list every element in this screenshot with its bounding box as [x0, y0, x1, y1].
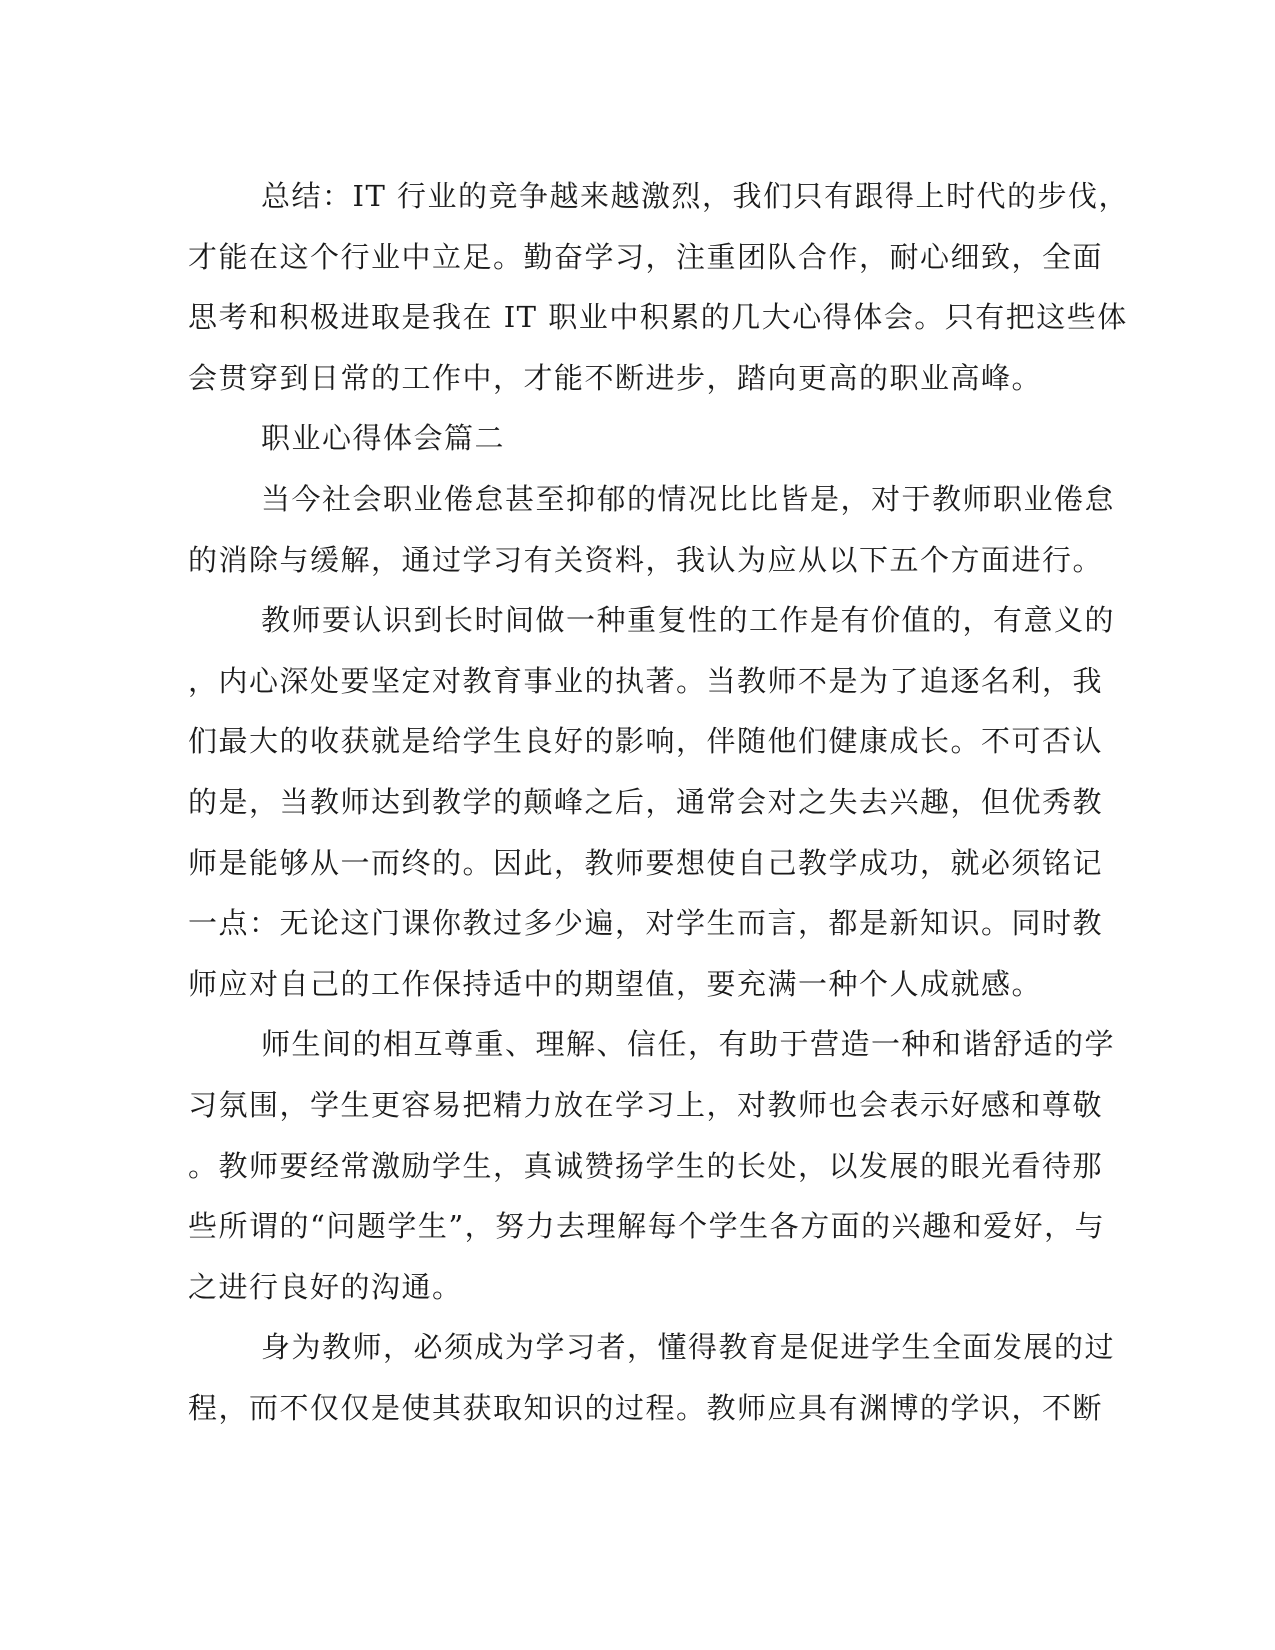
text-line: 师是能够从一而终的。因此，教师要想使自己教学成功，就必须铭记 — [188, 845, 1104, 880]
text-line: 身为教师，必须成为学习者，懂得教育是促进学生全面发展的过 — [261, 1330, 1116, 1365]
text-line: 习氛围，学生更容易把精力放在学习上，对教师也会表示好感和尊敬 — [188, 1087, 1104, 1122]
text-line: 当今社会职业倦怠甚至抑郁的情况比比皆是，对于教师职业倦怠 — [261, 481, 1116, 516]
text-line: 师应对自己的工作保持适中的期望值，要充满一种个人成就感。 — [188, 966, 1043, 1001]
text-line: 的消除与缓解，通过学习有关资料，我认为应从以下五个方面进行。 — [188, 542, 1104, 577]
text-line: 。教师要经常激励学生，真诚赞扬学生的长处，以发展的眼光看待那 — [188, 1148, 1104, 1183]
text-line: 程，而不仅仅是使其获取知识的过程。教师应具有渊博的学识，不断 — [188, 1390, 1104, 1425]
section-heading: 职业心得体会篇二 — [261, 421, 506, 456]
text-line: 之进行良好的沟通。 — [188, 1269, 463, 1304]
text-line: 会贯穿到日常的工作中，才能不断进步，踏向更高的职业高峰。 — [188, 360, 1043, 395]
text-line: 的是，当教师达到教学的颠峰之后，通常会对之失去兴趣，但优秀教 — [188, 784, 1104, 819]
text-line: 总结：IT 行业的竞争越来越激烈，我们只有跟得上时代的步伐， — [261, 179, 1130, 213]
text-line: 一点：无论这门课你教过多少遍，对学生而言，都是新知识。同时教 — [188, 906, 1104, 941]
text-line: 们最大的收获就是给学生良好的影响，伴随他们健康成长。不可否认 — [188, 724, 1104, 759]
text-line: 师生间的相互尊重、理解、信任，有助于营造一种和谐舒适的学 — [261, 1027, 1116, 1062]
body-text — [188, 166, 1130, 1438]
text-line: ，内心深处要坚定对教育事业的执著。当教师不是为了追逐名利，我 — [188, 663, 1104, 698]
text-line: 思考和积极进取是我在 IT 职业中积累的几大心得体会。只有把这些体 — [188, 300, 1128, 335]
text-line: 才能在这个行业中立足。勤奋学习，注重团队合作，耐心细致，全面 — [188, 239, 1104, 274]
text-line: 些所谓的“问题学生”，努力去理解每个学生各方面的兴趣和爱好，与 — [188, 1209, 1106, 1244]
text-line: 教师要认识到长时间做一种重复性的工作是有价值的，有意义的 — [261, 603, 1116, 638]
